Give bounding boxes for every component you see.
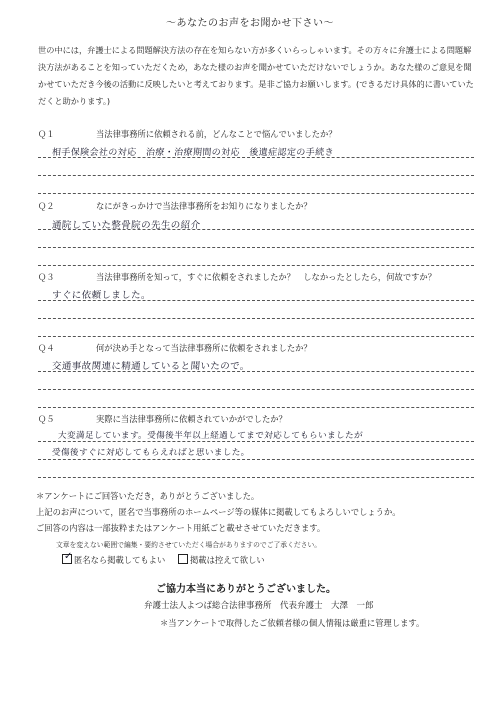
- q3-text: 当法律事務所を知って，すぐに依頼をされましたか？ しなかったとしたら，何故ですか？: [96, 272, 437, 282]
- checkmark-icon: ✓: [64, 551, 73, 562]
- q4-line-3: [38, 407, 474, 408]
- q1-text: 当法律事務所に依頼される前，どんなことで悩んでいましたか？: [96, 129, 337, 139]
- note-content: ご回答の内容は一部抜粋またはアンケート用紙ごと載せさせていただきます。: [36, 523, 326, 533]
- q4-number: Ｑ４: [38, 343, 55, 353]
- q3-line-1: [38, 300, 474, 301]
- q3-number: Ｑ３: [38, 272, 55, 282]
- q1-line-3: [38, 193, 474, 194]
- q5-text: 実際に当法律事務所に依頼されていかがでしたか？: [96, 414, 287, 424]
- q3-answer: すぐに依頼しました。: [51, 290, 152, 301]
- q5-number: Ｑ５: [38, 414, 55, 424]
- option-decline[interactable]: [178, 554, 265, 566]
- checkbox-anonymous[interactable]: [62, 551, 73, 564]
- q4-text: 何が決め手となって当法律事務所に依頼をされましたか？: [96, 343, 312, 353]
- q2-line-1: [38, 229, 474, 230]
- q4-line-2: [38, 389, 474, 390]
- q4-answer: 交通事故関連に精通していると聞いたので。: [51, 361, 251, 372]
- note-editing: 文章を変えない範囲で編集・要約させていただく場合がありますのでご了承ください。: [56, 541, 322, 549]
- q2-line-3: [38, 265, 474, 266]
- q3-line-2: [38, 318, 474, 319]
- option-decline-label: 掲載は控えて欲しい: [190, 555, 265, 565]
- q1-number: Ｑ１: [38, 129, 55, 139]
- page-title: ～あなたのお声をお聞かせ下さい～: [166, 18, 334, 29]
- q1-answer: 相手保険会社の対応 治療・治療期間の対応 後遺症認定の手続き: [51, 148, 335, 158]
- q1-line-1: [38, 157, 474, 158]
- option-anonymous-label: 匿名なら掲載してもよい: [74, 555, 166, 565]
- q2-text: なにがきっかけで当法律事務所をお知りになりましたか？: [96, 201, 312, 211]
- closing-thanks: ご協力本当にありがとうございました。: [156, 584, 336, 595]
- note-thanks: ＊アンケートにご回答いただき，ありがとうございました。: [36, 491, 260, 501]
- q5-answer-line-2: 受傷後すぐに対応してもらえればと思いました。: [51, 448, 251, 458]
- q4-line-1: [38, 371, 474, 372]
- q3-line-3: [38, 336, 474, 337]
- q1-line-2: [38, 175, 474, 176]
- q2-number: Ｑ２: [38, 201, 55, 211]
- privacy-note: ＊当アンケートで取得したご依頼者様の個人情報は厳重に管理します。: [160, 618, 425, 628]
- q2-answer: 通院していた整骨院の先生の紹介: [51, 220, 201, 231]
- q5-answer-line-1: 大変満足しています。受傷後半年以上経過してまで対応してもらいましたが: [57, 431, 364, 441]
- q5-line-1: [38, 441, 474, 442]
- q5-line-3: [38, 477, 474, 478]
- checkbox-decline[interactable]: [178, 554, 188, 564]
- signature: 弁護士法人よつば総合法律事務所 代表弁護士 大澤 一郎: [144, 601, 374, 611]
- q5-line-2: [38, 459, 474, 460]
- option-anonymous[interactable]: [62, 551, 166, 566]
- q2-line-2: [38, 247, 474, 248]
- intro-text: 世の中には，弁護士による問題解決方法の存在を知らない方が多くいらっしゃいます。その方々に弁護士による問題解決方法があることを知っていただくため，あなた様のお声を聞かせていただけないでしょうか。あなた様のご意見を聞かせていただき今後の活動に反映したいと考えております。是非ご協力お願いします。(できるだけ具体的に書いていただくと助かります。): [38, 45, 474, 106]
- note-permission: 上記のお声について，匿名で当事務所のホームページ等の媒体に掲載してもよろしいでしょうか。: [36, 507, 401, 517]
